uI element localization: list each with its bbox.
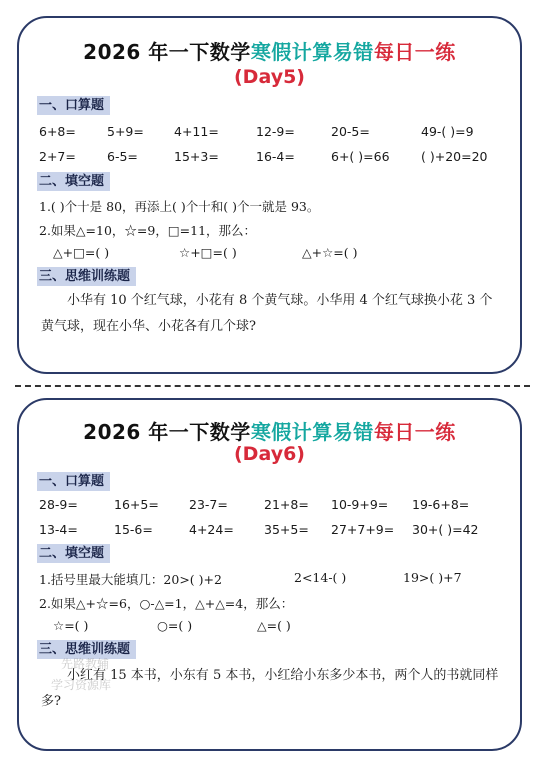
title-part-topic: 寒假计算易错 <box>250 40 374 64</box>
watermark-text: 先路教辅 <box>61 657 110 671</box>
fill-question-2: 2.如果△+☆=6，○-△=1，△+△=4，那么： <box>39 596 294 611</box>
oral-item: 2+7= <box>39 149 76 164</box>
fill-answer-blank: ☆+□=( ) <box>179 245 237 260</box>
title-part-daily: 每日一练 <box>373 420 456 444</box>
word-problem: 小红有 15 本书，小东有 5 本书，小红给小东多少本书，两个人的书就同样多? <box>41 668 499 709</box>
title-part-grade: 2026 年一下数学 <box>83 40 251 64</box>
day-label: (Day5) <box>234 66 305 88</box>
oral-item: 6+8= <box>39 124 76 139</box>
oral-item: 6+( )=66 <box>331 149 390 164</box>
oral-item: 49-( )=9 <box>421 124 474 139</box>
worksheet-day5 <box>17 16 522 374</box>
oral-item: 12-9= <box>256 124 295 139</box>
section-fill-blank: 二、填空题 <box>37 544 110 563</box>
oral-item: 4+11= <box>174 124 219 139</box>
fill-answer-blank: △=( ) <box>257 618 291 633</box>
section-thinking: 三、思维训练题 <box>37 267 136 286</box>
oral-item: 27+7+9= <box>331 522 395 537</box>
fill-answer-blank: △+□=( ) <box>53 245 110 260</box>
fill-answer-blank: ○=( ) <box>157 618 193 633</box>
fill-question-1: 1.括号里最大能填几：20>( )+2 <box>39 572 222 587</box>
oral-item: 21+8= <box>264 497 309 512</box>
oral-item: 28-9= <box>39 497 78 512</box>
oral-item: 16+5= <box>114 497 159 512</box>
cut-line <box>15 385 530 387</box>
day-label: (Day6) <box>234 443 305 465</box>
worksheet-day6 <box>17 398 522 751</box>
oral-item: 30+( )=42 <box>412 522 479 537</box>
oral-item: 16-4= <box>256 149 295 164</box>
section-thinking: 三、思维训练题 <box>37 640 136 659</box>
oral-item: 15-6= <box>114 522 153 537</box>
title-part-topic: 寒假计算易错 <box>250 420 374 444</box>
watermark-text: 学习资源库 <box>51 678 112 692</box>
oral-item: 20-5= <box>331 124 370 139</box>
title-part-grade: 2026 年一下数学 <box>83 420 251 444</box>
fill-question-1c: 19>( )+7 <box>403 570 462 585</box>
fill-question-1b: 2<14-( ) <box>294 570 347 585</box>
oral-item: 23-7= <box>189 497 228 512</box>
oral-item: 10-9+9= <box>331 497 389 512</box>
section-oral-calc: 一、口算题 <box>37 472 110 491</box>
word-problem: 小华有 10 个红气球，小花有 8 个黄气球。小华用 4 个红气球换小花 3 个黄气球，现在小华、小花各有几个球? <box>41 293 493 334</box>
fill-answer-blank: ☆=( ) <box>53 618 89 633</box>
oral-item: 13-4= <box>39 522 78 537</box>
title-part-daily: 每日一练 <box>373 40 456 64</box>
oral-item: ( )+20=20 <box>421 149 488 164</box>
section-fill-blank: 二、填空题 <box>37 172 110 191</box>
section-oral-calc: 一、口算题 <box>37 96 110 115</box>
oral-item: 35+5= <box>264 522 309 537</box>
oral-item: 15+3= <box>174 149 219 164</box>
oral-item: 19-6+8= <box>412 497 470 512</box>
oral-item: 4+24= <box>189 522 234 537</box>
worksheet-title <box>19 416 520 445</box>
oral-item: 5+9= <box>107 124 144 139</box>
fill-answer-blank: △+☆=( ) <box>302 245 358 260</box>
oral-item: 6-5= <box>107 149 138 164</box>
worksheet-title <box>19 36 520 65</box>
fill-question-2: 2.如果△=10，☆=9，□=11，那么： <box>39 223 257 238</box>
fill-question-1: 1.( )个十是 80，再添上( )个十和( )个一就是 93。 <box>39 199 320 214</box>
